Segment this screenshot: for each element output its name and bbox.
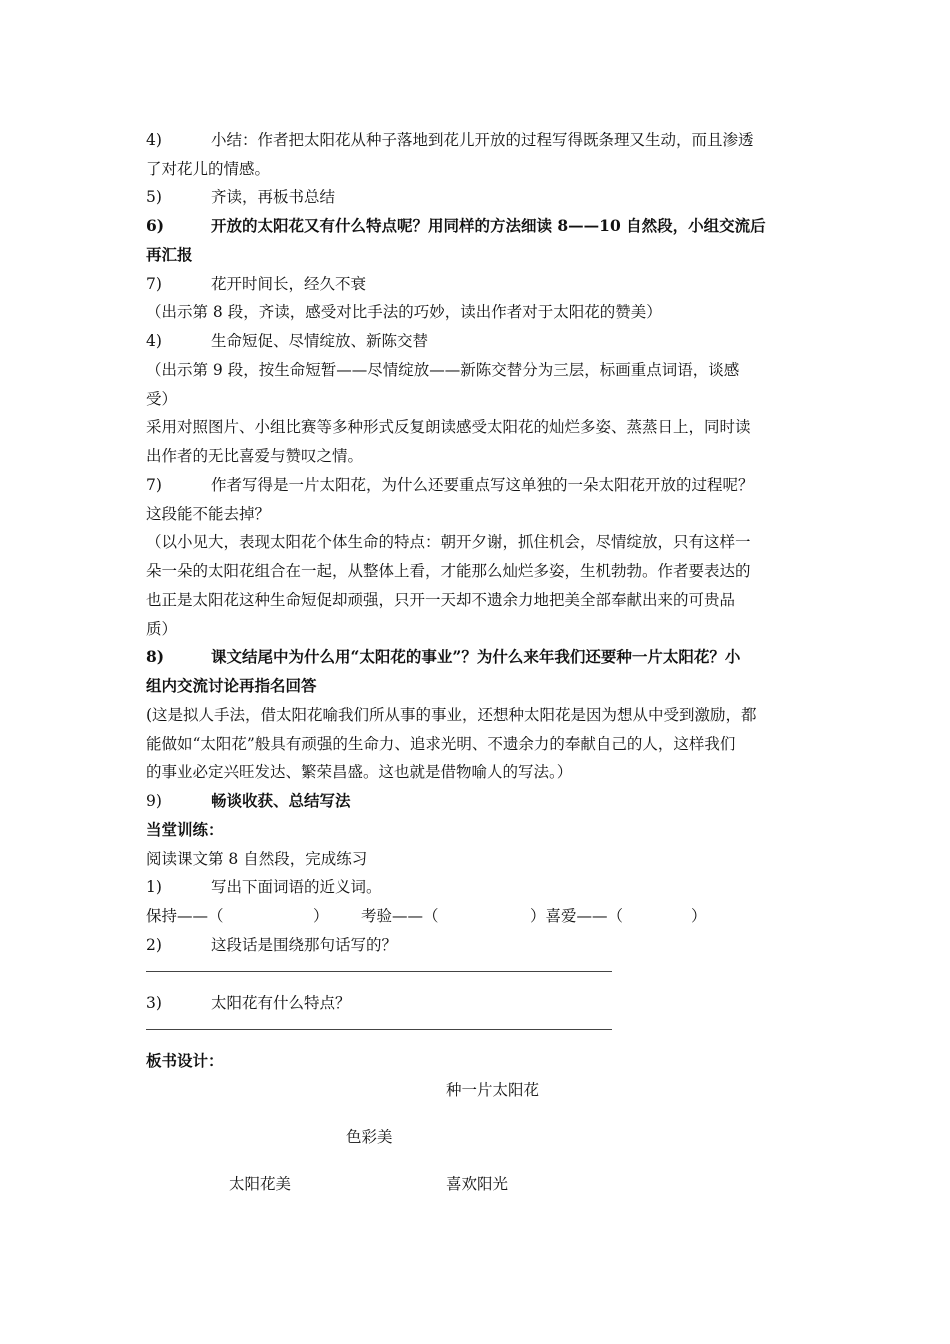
- step-number: 4): [146, 131, 162, 149]
- step-number: 8): [146, 647, 165, 666]
- synonym-blank: ）喜爱——（: [530, 907, 624, 925]
- step-text: 课文结尾中为什么用“太阳花的事业”？为什么来年我们还要种一片太阳花？小: [211, 647, 741, 666]
- board-item: 喜欢阳光: [446, 1175, 509, 1193]
- question-number: 1): [146, 878, 162, 896]
- answer-line: [146, 1029, 612, 1030]
- board-item: 太阳花美: [229, 1175, 292, 1193]
- board-title: 种一片太阳花: [446, 1081, 540, 1099]
- step-method: 出作者的无比喜爱与赞叹之情。: [146, 447, 364, 465]
- board-item: 色彩美: [346, 1128, 393, 1146]
- step-note: 朵一朵的太阳花组合在一起，从整体上看，才能那么灿烂多姿，生机勃勃。作者要表达的: [146, 562, 751, 580]
- step-text: 齐读，再板书总结: [211, 188, 336, 206]
- step-number: 5): [146, 188, 162, 206]
- question-text: 写出下面词语的近义词。: [211, 878, 382, 896]
- synonym-blank: 考验——（: [361, 907, 439, 925]
- synonym-blank-close: ）: [313, 907, 329, 925]
- step-text-cont: 组内交流讨论再指名回答: [146, 676, 317, 695]
- answer-line: [146, 971, 612, 972]
- question-number: 2): [146, 936, 162, 954]
- step-text: 开放的太阳花又有什么特点呢？用同样的方法细读 8——10 自然段，小组交流后: [211, 216, 766, 235]
- step-note: （出示第 9 段，按生命短暂——尽情绽放——新陈交替分为三层，标画重点词语，谈感: [146, 361, 740, 379]
- step-number: 7): [146, 275, 162, 293]
- step-number: 6): [146, 216, 165, 235]
- step-note: 受）: [146, 390, 178, 408]
- section-heading-practice: 当堂训练：: [146, 820, 224, 839]
- synonym-blank: 保持——（: [146, 907, 224, 925]
- synonym-blank-close: ）: [691, 907, 707, 925]
- step-note: （出示第 8 段，齐读，感受对比手法的巧妙，读出作者对于太阳花的赞美）: [146, 303, 662, 321]
- question-text: 这段话是围绕那句话写的？: [211, 936, 398, 954]
- question-number: 3): [146, 994, 162, 1012]
- step-text-cont: 再汇报: [146, 245, 193, 264]
- step-text-cont: 这段能不能去掉？: [146, 505, 271, 523]
- section-heading-board: 板书设计：: [146, 1051, 224, 1070]
- practice-intro: 阅读课文第 8 自然段，完成练习: [146, 850, 368, 868]
- step-text: 生命短促、尽情绽放、新陈交替: [211, 332, 429, 350]
- step-number: 7): [146, 476, 162, 494]
- step-text: 作者写得是一片太阳花，为什么还要重点写这单独的一朵太阳花开放的过程呢？: [211, 476, 754, 494]
- step-text: 畅谈收获、总结写法: [211, 791, 351, 810]
- step-number: 4): [146, 332, 162, 350]
- step-note: 质）: [146, 620, 178, 638]
- step-text: 花开时间长，经久不衰: [211, 275, 367, 293]
- step-note: （以小见大，表现太阳花个体生命的特点：朝开夕谢，抓住机会，尽情绽放，只有这样一: [146, 533, 751, 551]
- question-text: 太阳花有什么特点？: [211, 994, 351, 1012]
- step-text: 小结：作者把太阳花从种子落地到花儿开放的过程写得既条理又生动，而且渗透: [211, 131, 754, 149]
- step-note: 能做如“太阳花”般具有顽强的生命力、追求光明、不遗余力的奉献自己的人，这样我们: [146, 735, 736, 753]
- step-note: 也正是太阳花这种生命短促却顽强，只开一天却不遗余力地把美全部奉献出来的可贵品: [146, 591, 736, 609]
- step-note: 的事业必定兴旺发达、繁荣昌盛。这也就是借物喻人的写法。）: [146, 763, 573, 781]
- step-number: 9): [146, 792, 162, 810]
- step-text-cont: 了对花儿的情感。: [146, 160, 271, 178]
- step-note: (这是拟人手法，借太阳花喻我们所从事的事业，还想种太阳花是因为想从中受到激励，都: [146, 706, 757, 724]
- step-method: 采用对照图片、小组比赛等多种形式反复朗读感受太阳花的灿烂多姿、蒸蒸日上，同时读: [146, 418, 751, 436]
